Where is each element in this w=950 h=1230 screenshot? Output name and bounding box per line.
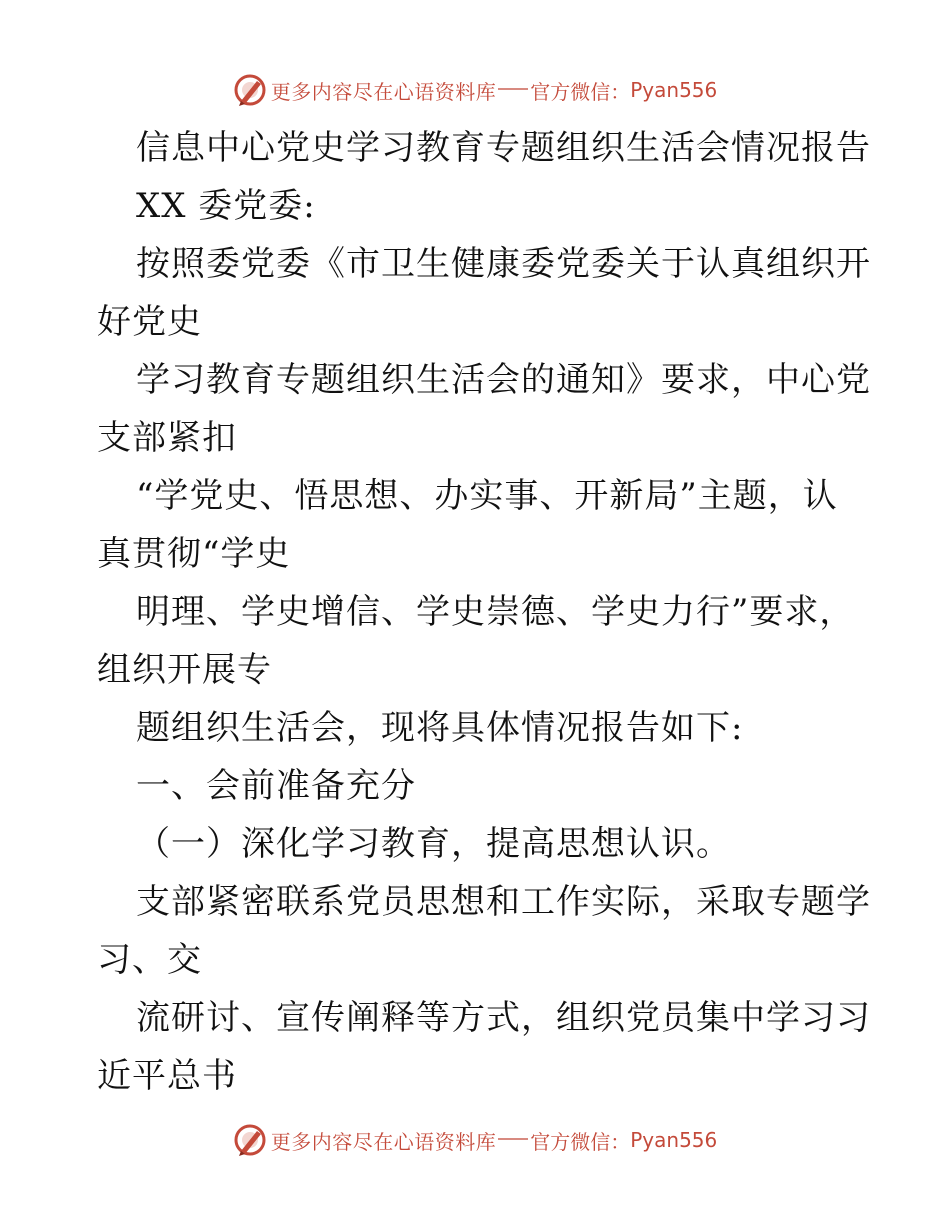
pen-logo-icon bbox=[233, 73, 267, 107]
pen-logo-icon bbox=[233, 1123, 267, 1157]
watermark-wechat-label: 官方微信： bbox=[530, 79, 631, 104]
watermark-wechat-id: Pyan556 bbox=[630, 1128, 718, 1152]
watermark-text: 更多内容尽在心语资料库 bbox=[270, 79, 497, 104]
watermark-wechat-label: 官方微信： bbox=[530, 1129, 631, 1154]
footer-watermark bbox=[0, 1120, 950, 1160]
section-heading: 一、会前准备充分 bbox=[136, 766, 416, 806]
document-line: 题组织生活会，现将具体情况报告如下: bbox=[136, 708, 744, 748]
document-line: 真贯彻“学史 bbox=[97, 534, 291, 574]
document-line: 流研讨、宣传阐释等方式，组织党员集中学习习 bbox=[136, 998, 871, 1038]
document-line: “学党史、悟思想、办实事、开新局”主题，认 bbox=[136, 476, 838, 516]
header-watermark bbox=[0, 70, 950, 110]
document-line: 好党史 bbox=[97, 302, 202, 342]
document-line: 明理、学史增信、学史崇德、学史力行”要求， bbox=[136, 592, 855, 632]
document-title: 信息中心党史学习教育专题组织生活会情况报告 bbox=[136, 128, 871, 168]
document-line: 支部紧密联系党员思想和工作实际，采取专题学 bbox=[136, 882, 871, 922]
document-line: 学习教育专题组织生活会的通知》要求，中心党 bbox=[136, 360, 871, 400]
watermark-dash bbox=[498, 88, 528, 90]
document-line: 按照委党委《市卫生健康委党委关于认真组织开 bbox=[136, 244, 871, 284]
document-line: 支部紧扣 bbox=[97, 418, 237, 458]
document-line: 组织开展专 bbox=[97, 650, 272, 690]
document-line: XX 委党委: bbox=[136, 186, 316, 226]
subsection-heading: （一）深化学习教育，提高思想认识。 bbox=[136, 824, 731, 864]
watermark-text: 更多内容尽在心语资料库 bbox=[270, 1129, 497, 1154]
watermark-wechat-id: Pyan556 bbox=[630, 78, 718, 102]
watermark-dash bbox=[498, 1138, 528, 1140]
document-line: 习、交 bbox=[97, 940, 202, 980]
document-line: 近平总书 bbox=[97, 1056, 237, 1096]
